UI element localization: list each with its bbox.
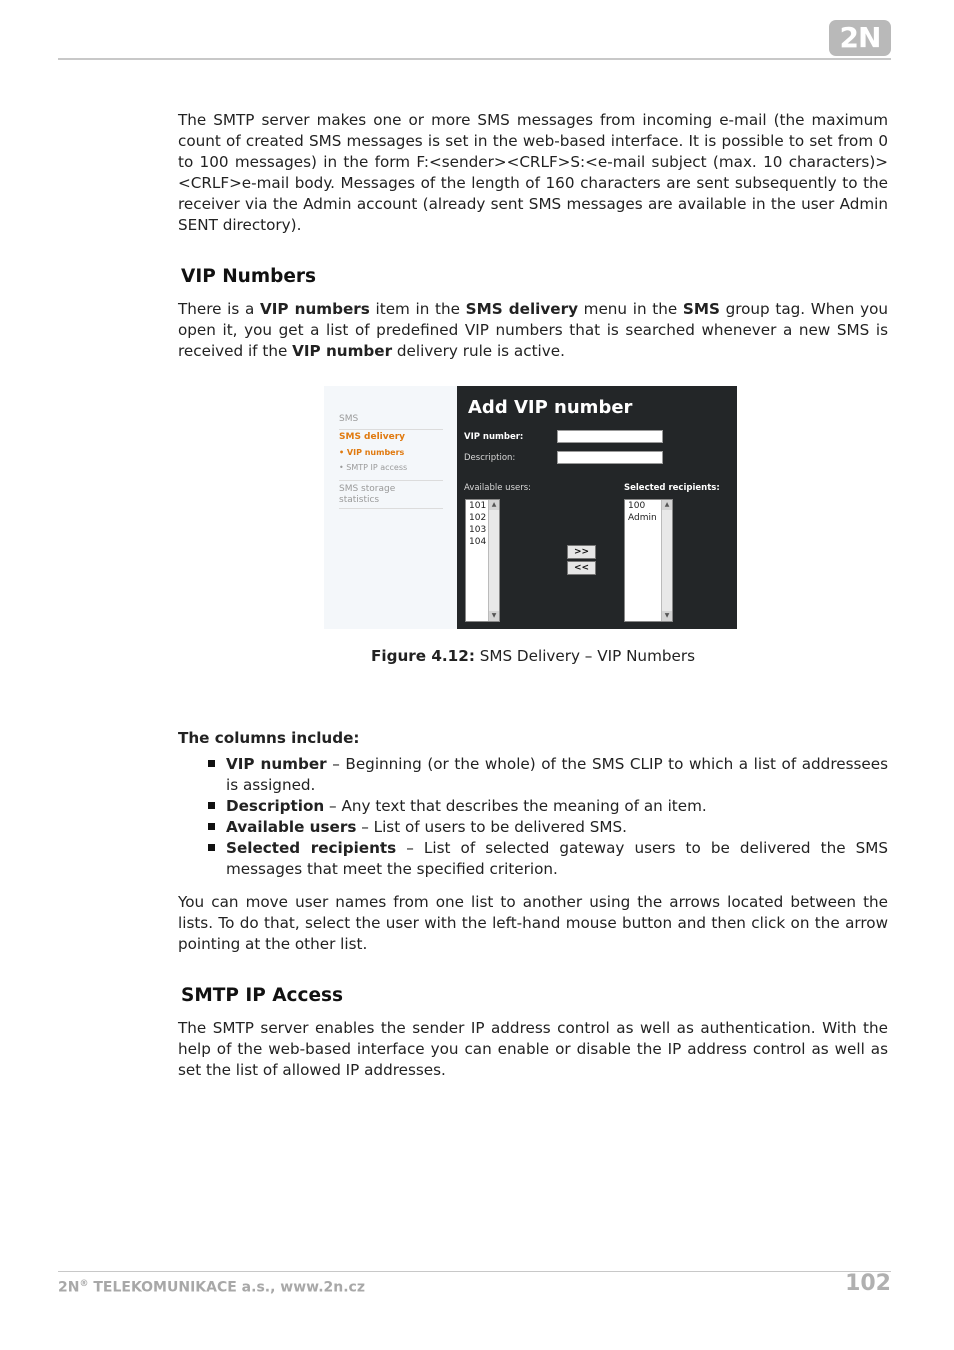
sidebar-group-sms[interactable]: SMS xyxy=(339,414,359,424)
text-run: item in the xyxy=(369,300,466,318)
term-description: – List of selected gateway users to be delivered the SMS messages that meet the specified criterion. xyxy=(226,839,888,878)
footer-company xyxy=(58,1279,365,1296)
scrollbar[interactable] xyxy=(661,500,672,621)
footer-rule xyxy=(58,1271,891,1272)
term-description: – Any text that describes the meaning of an item. xyxy=(324,797,707,815)
term: Description xyxy=(226,797,325,815)
text-run: group tag. When you open it, you get a list of predefined VIP numbers that is searched whenever a new SMS is received if the xyxy=(178,300,888,360)
vip-screenshot-figure xyxy=(324,386,737,629)
sidebar-item-vip-numbers[interactable]: • VIP numbers xyxy=(339,448,405,457)
header-rule xyxy=(58,58,891,60)
add-recipient-button[interactable]: >> xyxy=(567,545,596,559)
list-item xyxy=(208,838,888,880)
bold-run: VIP number xyxy=(292,342,393,360)
move-users-paragraph: You can move user names from one list to another using the arrows located between the lists. To do that, select the user with the left-hand mouse button and then click on the arrow pointing at the other list. xyxy=(178,893,888,953)
list-item xyxy=(208,817,888,838)
term: VIP number xyxy=(226,755,327,773)
term-description: – Beginning (or the whole) of the SMS CLIP to which a list of addressees is assigned. xyxy=(226,755,889,794)
scroll-up-icon[interactable]: ▲ xyxy=(662,500,672,510)
selected-recipients-label: Selected recipients: xyxy=(624,483,720,493)
term: Selected recipients xyxy=(226,839,397,857)
page-number: 102 xyxy=(845,1271,891,1296)
registered-mark: ® xyxy=(79,1279,89,1289)
sidebar-divider xyxy=(339,429,443,430)
text-run: menu in the xyxy=(577,300,683,318)
panel-title: Add VIP number xyxy=(468,397,633,418)
vip-number-label: VIP number: xyxy=(464,432,524,442)
description-input[interactable] xyxy=(557,451,663,464)
scroll-down-icon[interactable]: ▼ xyxy=(662,611,672,621)
term-description: – List of users to be delivered SMS. xyxy=(356,818,627,836)
list-item xyxy=(208,754,888,796)
add-vip-panel xyxy=(457,386,737,629)
company-prefix: 2N xyxy=(58,1279,80,1296)
intro-paragraph: The SMTP server makes one or more SMS messages from incoming e-mail (the maximum count of created SMS messages is set in the web-based interface. It is possible to set from 0 to 100 messages) in the form F:<sender><CRLF>S:<e-mail subject (max. 10 characters)><CRLF>e-mail body. Messages of the length of 160 characters are sent subsequently to the receiver via the Admin account (already sent SMS messages are available in the user Admin SENT directory). xyxy=(178,111,888,234)
list-item[interactable]: 102 xyxy=(469,513,487,523)
sidebar-divider xyxy=(339,508,443,509)
bold-run: SMS delivery xyxy=(465,300,578,318)
columns-list xyxy=(208,754,888,880)
vip-number-input[interactable] xyxy=(557,430,663,443)
available-users-label: Available users: xyxy=(464,483,532,493)
figure-caption xyxy=(0,647,954,665)
sidebar-divider xyxy=(339,480,443,481)
available-users-list[interactable] xyxy=(465,499,500,622)
scroll-up-icon[interactable]: ▲ xyxy=(489,500,499,510)
vip-paragraph xyxy=(178,299,888,362)
description-label: Description: xyxy=(464,453,516,463)
selected-recipients-list[interactable] xyxy=(624,499,673,622)
term: Available users xyxy=(226,818,357,836)
sidebar-item-sms-delivery[interactable]: SMS delivery xyxy=(339,432,406,442)
list-item xyxy=(208,796,888,817)
bold-run: VIP numbers xyxy=(260,300,370,318)
text-run: delivery rule is active. xyxy=(392,342,565,360)
columns-heading: The columns include: xyxy=(178,729,360,747)
caption-label: Figure 4.12: xyxy=(371,647,475,665)
text-run: There is a xyxy=(178,300,260,318)
list-item[interactable]: 104 xyxy=(469,537,487,547)
list-item[interactable]: 100 xyxy=(628,501,646,511)
smtp-heading: SMTP IP Access xyxy=(181,985,344,1006)
brand-logo: 2N xyxy=(829,20,891,56)
list-item[interactable]: 101 xyxy=(469,501,487,511)
vip-heading: VIP Numbers xyxy=(181,266,317,287)
list-item[interactable]: Admin xyxy=(628,513,657,523)
smtp-paragraph: The SMTP server enables the sender IP address control as well as authentication. With the help of the web-based interface you can enable or disable the IP address control as well as set the list of allowed IP addresses. xyxy=(178,1019,888,1079)
scrollbar[interactable] xyxy=(488,500,499,621)
bold-run: SMS xyxy=(682,300,720,318)
sidebar-item-statistics[interactable]: statistics xyxy=(339,495,380,505)
sidebar-item-smtp-ip-access[interactable]: • SMTP IP access xyxy=(339,463,408,472)
figure-sidebar xyxy=(324,386,457,629)
sidebar-item-sms-storage[interactable]: SMS storage xyxy=(339,484,396,494)
company-name: TELEKOMUNIKACE a.s., www.2n.cz xyxy=(88,1279,365,1296)
remove-recipient-button[interactable]: << xyxy=(567,561,596,575)
caption-text: SMS Delivery – VIP Numbers xyxy=(474,647,695,665)
scroll-down-icon[interactable]: ▼ xyxy=(489,611,499,621)
list-item[interactable]: 103 xyxy=(469,525,487,535)
